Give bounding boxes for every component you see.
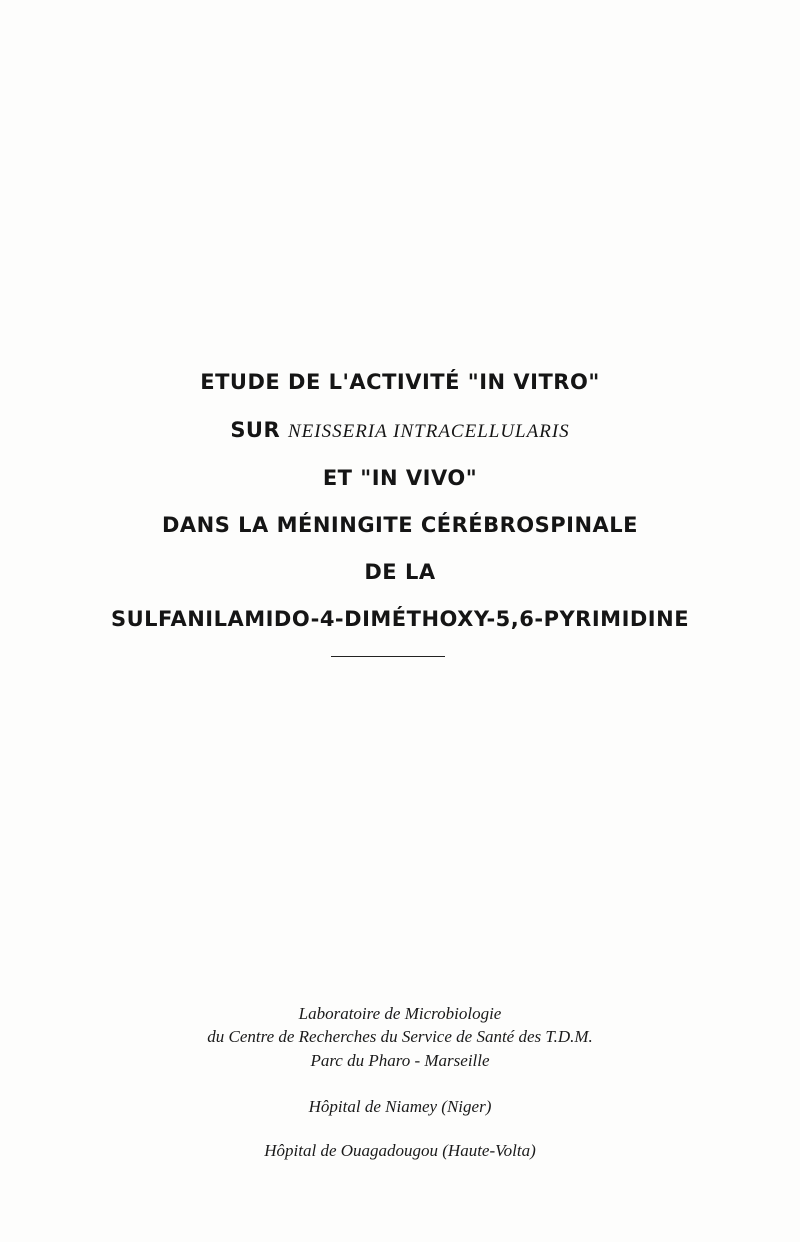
title-line-4: DANS LA MÉNINGITE CÉRÉBROSPINALE: [161, 513, 639, 537]
title-divider: [331, 656, 445, 657]
title-line-6: SULFANILAMIDO-4-DIMÉTHOXY-5,6-PYRIMIDINE: [110, 607, 690, 631]
title-line-2-species: NEISSERIA INTRACELLULARIS: [287, 421, 570, 442]
title-line-2: [0, 418, 800, 443]
affiliation-line-3: Parc du Pharo - Marseille: [310, 1051, 490, 1070]
title-line-2-prefix: SUR: [230, 418, 281, 442]
affiliation-line-5: Hôpital de Ouagadougou (Haute-Volta): [264, 1141, 536, 1160]
title-line-5: DE LA: [364, 560, 436, 584]
affiliation-line-4: Hôpital de Niamey (Niger): [308, 1097, 492, 1116]
title-line-3: ET "IN VIVO": [322, 466, 478, 490]
affiliation-line-1: Laboratoire de Microbiologie: [298, 1004, 502, 1023]
affiliation-line-2: du Centre de Recherches du Service de Santé des T.D.M.: [207, 1027, 593, 1046]
title-line-1: ETUDE DE L'ACTIVITÉ "IN VITRO": [200, 370, 600, 394]
